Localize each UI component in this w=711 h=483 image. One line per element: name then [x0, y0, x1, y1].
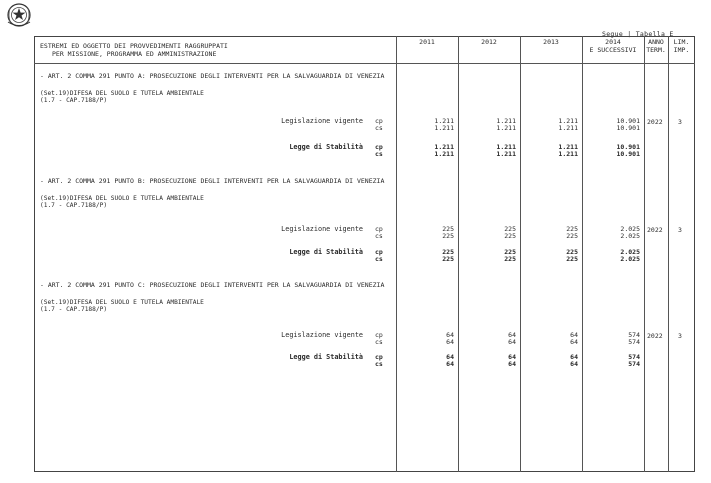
value-2011: 1.211 1.211: [434, 143, 454, 158]
code-cp: cp: [375, 248, 383, 256]
row-codes: [375, 144, 383, 158]
value-2013: 64 64: [570, 353, 578, 368]
section-sector: (Set.19)DIFESA DEL SUOLO E TUTELA AMBIENTALE: [40, 195, 204, 202]
row-codes: [375, 249, 383, 263]
code-cp: cp: [375, 225, 383, 233]
value-2013: 225 225: [566, 225, 578, 240]
row-label: Legislazione vigente: [281, 117, 363, 125]
header-2014-line2: E SUCCESSIVI: [589, 46, 637, 54]
header-anno-line2: TERM.: [646, 46, 666, 54]
header-left-line1: ESTREMI ED OGGETTO DEI PROVVEDIMENTI RAGGRUPPATI: [40, 42, 228, 50]
header-year-2013: 2013: [543, 38, 559, 46]
value-2011: 225 225: [442, 225, 454, 240]
row-label: Legge di Stabilità: [289, 143, 363, 151]
code-cp: cp: [375, 353, 383, 361]
value-2012: 1.211 1.211: [496, 117, 516, 132]
code-cp: cp: [375, 117, 383, 125]
continuation-note: Segue | Tabella E: [602, 30, 674, 38]
value-2012: 225 225: [504, 248, 516, 263]
value-2013: 1.211 1.211: [558, 117, 578, 132]
column-divider: [520, 36, 521, 472]
value-2012: 64 64: [508, 331, 516, 346]
value-2011: 1.211 1.211: [434, 117, 454, 132]
section-sector: (Set.19)DIFESA DEL SUOLO E TUTELA AMBIENTALE: [40, 299, 204, 306]
header-year-2014: [582, 38, 644, 54]
value-2012: 64 64: [508, 353, 516, 368]
section-title: - ART. 2 COMMA 291 PUNTO B: PROSECUZIONE DEGLI INTERVENTI PER LA SALVAGUARDIA DI VENEZIA: [40, 177, 385, 185]
row-label: Legge di Stabilità: [289, 248, 363, 256]
column-divider: [396, 36, 397, 472]
section-title: - ART. 2 COMMA 291 PUNTO C: PROSECUZIONE DEGLI INTERVENTI PER LA SALVAGUARDIA DI VENEZIA: [40, 281, 385, 289]
value-2013: 225 225: [566, 248, 578, 263]
code-cp: cp: [375, 143, 383, 151]
column-divider: [644, 36, 645, 472]
header-left-line2: PER MISSIONE, PROGRAMMA ED AMMINISTRAZIONE: [52, 50, 217, 58]
header-year-2011: 2011: [419, 38, 435, 46]
value-2012: 225 225: [504, 225, 516, 240]
header-anno-line1: ANNO: [648, 38, 664, 46]
anno-term: 2022: [647, 332, 663, 340]
header-left: [40, 42, 340, 58]
row-label: Legge di Stabilità: [289, 353, 363, 361]
code-cs: cs: [375, 124, 383, 132]
republic-emblem-icon: [4, 2, 34, 28]
header-lim-line1: LIM.: [673, 38, 690, 46]
header-divider: [34, 63, 695, 64]
lim-imp: 3: [678, 332, 682, 340]
column-divider: [458, 36, 459, 472]
anno-term: 2022: [647, 226, 663, 234]
row-codes: [375, 332, 383, 346]
header-anno-term: [644, 38, 668, 54]
code-cs: cs: [375, 150, 383, 158]
value-2011: 64 64: [446, 353, 454, 368]
code-cs: cs: [375, 338, 383, 346]
value-2014: 2.025 2.025: [620, 225, 640, 240]
lim-imp: 3: [678, 118, 682, 126]
anno-term: 2022: [647, 118, 663, 126]
section-cap: (1.7 - CAP.7188/P): [40, 202, 108, 209]
header-lim-imp: [668, 38, 695, 54]
value-2013: 64 64: [570, 331, 578, 346]
value-2014: 10.901 10.901: [616, 143, 640, 158]
row-codes: [375, 226, 383, 240]
value-2014: 10.901 10.901: [616, 117, 640, 132]
section-sector: (Set.19)DIFESA DEL SUOLO E TUTELA AMBIENTALE: [40, 90, 204, 97]
row-label: Legislazione vigente: [281, 225, 363, 233]
code-cp: cp: [375, 331, 383, 339]
section-title: - ART. 2 COMMA 291 PUNTO A: PROSECUZIONE DEGLI INTERVENTI PER LA SALVAGUARDIA DI VENEZIA: [40, 72, 385, 80]
code-cs: cs: [375, 255, 383, 263]
value-2014: 574 574: [628, 353, 640, 368]
value-2013: 1.211 1.211: [558, 143, 578, 158]
header-2014-line1: 2014: [605, 38, 621, 46]
header-lim-line2: IMP.: [673, 46, 690, 54]
row-codes: [375, 118, 383, 132]
code-cs: cs: [375, 232, 383, 240]
value-2014: 2.025 2.025: [620, 248, 640, 263]
value-2011: 64 64: [446, 331, 454, 346]
code-cs: cs: [375, 360, 383, 368]
value-2011: 225 225: [442, 248, 454, 263]
column-divider: [668, 36, 669, 472]
header-year-2012: 2012: [481, 38, 497, 46]
value-2012: 1.211 1.211: [496, 143, 516, 158]
section-cap: (1.7 - CAP.7188/P): [40, 306, 108, 313]
column-divider: [582, 36, 583, 472]
value-2014: 574 574: [628, 331, 640, 346]
section-cap: (1.7 - CAP.7188/P): [40, 97, 108, 104]
lim-imp: 3: [678, 226, 682, 234]
row-label: Legislazione vigente: [281, 331, 363, 339]
row-codes: [375, 354, 383, 368]
